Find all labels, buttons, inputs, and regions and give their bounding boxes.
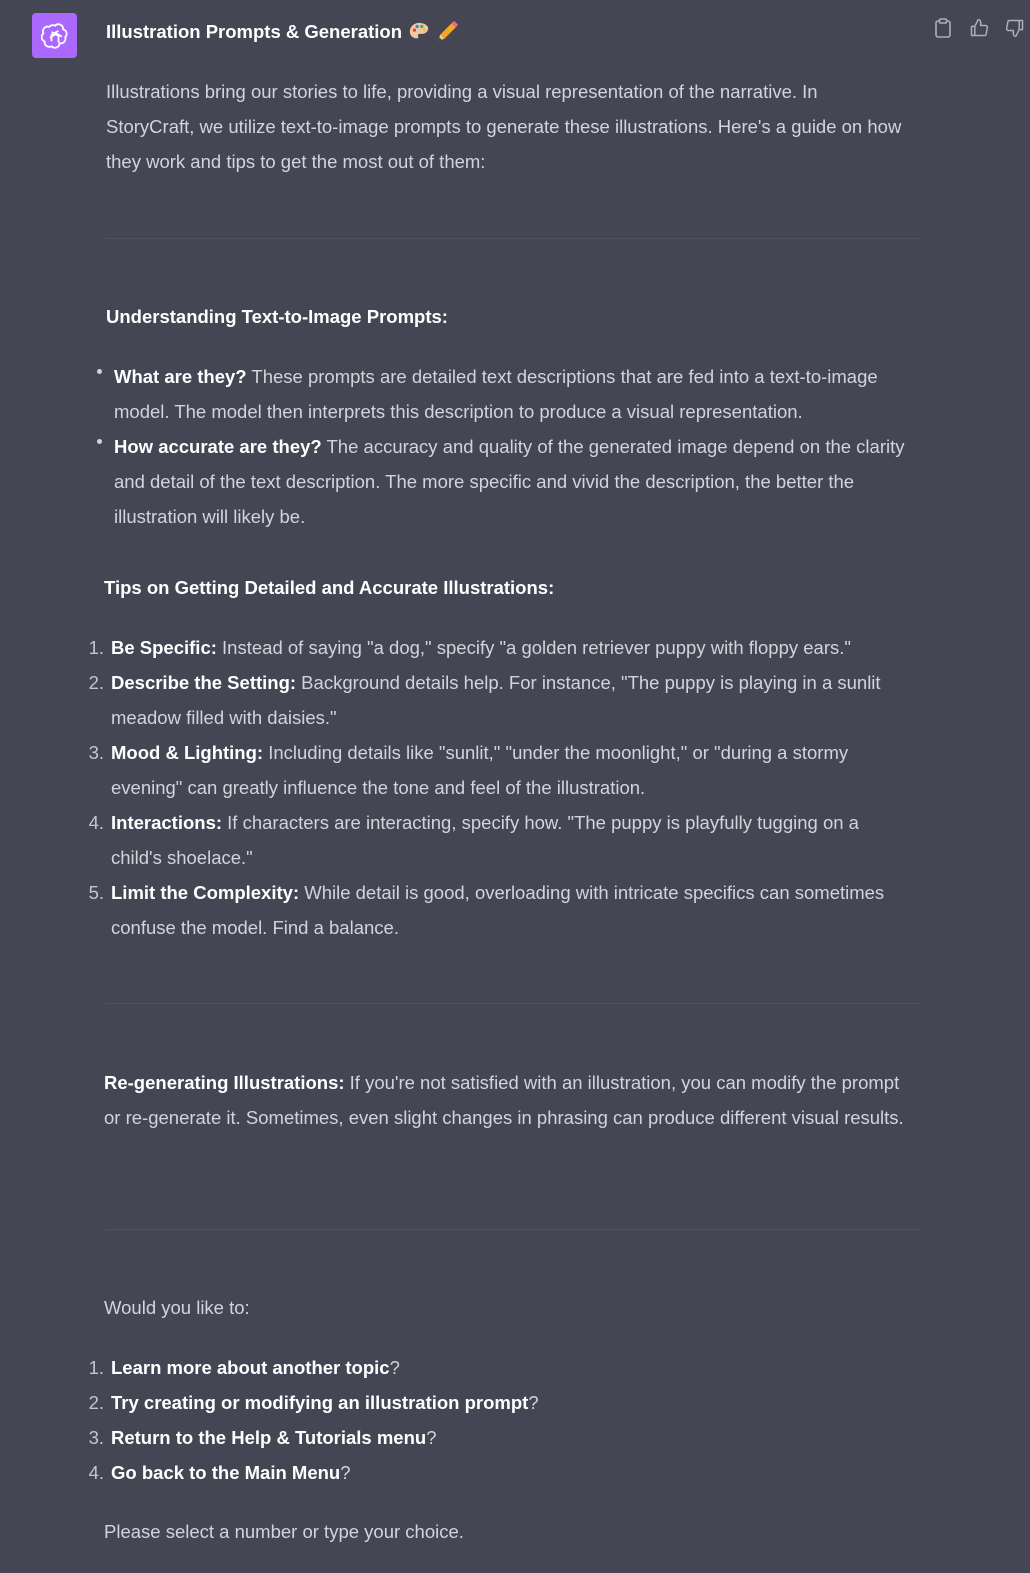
list-item: 3. Mood & Lighting: Including details like "sunlit," "under the moonlight," or "during a stormy evening" can greatly influence the tone and feel of the illustration. [88,742,849,798]
list-item: 4. Interactions: If characters are interacting, specify how. "The puppy is playfully tugging on a child's shoelace." [88,812,859,868]
assistant-avatar [32,13,77,58]
thumbs-up-icon[interactable] [968,17,990,39]
list-item: 2. Describe the Setting: Background details help. For instance, "The puppy is playing in a sunlit meadow filled with daisies." [88,672,881,728]
divider [106,238,920,239]
divider [106,1003,920,1004]
list-item: 3. Return to the Help & Tutorials menu? [88,1427,437,1448]
understanding-list [88,359,928,534]
question-text: Would you like to: [104,1297,250,1318]
tips-list [84,630,914,945]
list-item: 5. Limit the Complexity: While detail is good, overloading with intricate specifics can sometimes confuse the model. Find a balance. [88,882,885,938]
palette-emoji-icon [408,21,430,43]
message-title [106,14,458,49]
list-item: 2. Try creating or modifying an illustration prompt? [88,1392,539,1413]
title-text: Illustration Prompts & Generation [106,21,403,42]
clipboard-icon[interactable] [932,17,954,39]
list-item: What are they? These prompts are detailed text descriptions that are fed into a text-to-image model. The model then interprets this description to produce a visual representation. [88,359,928,429]
list-item: 4. Go back to the Main Menu? [88,1462,351,1483]
list-item: How accurate are they? The accuracy and quality of the generated image depend on the clarity and detail of the text description. The more specific and vivid the description, the better the illustration will likely be. [88,429,928,534]
choices-list [84,1350,914,1490]
divider [106,1229,920,1230]
closing-text: Please select a number or type your choice. [104,1521,464,1542]
openai-logo-icon [41,22,69,50]
thumbs-down-icon[interactable] [1004,17,1026,39]
tips-heading: Tips on Getting Detailed and Accurate Illustrations: [104,577,555,598]
regen-paragraph: Re-generating Illustrations: If you're not satisfied with an illustration, you can modify the prompt or re-generate it. Sometimes, even slight changes in phrasing can produce different visual results. [104,1072,904,1128]
list-item: 1. Learn more about another topic? [88,1357,400,1378]
pencil-emoji-icon [436,21,458,43]
list-item: 1. Be Specific: Instead of saying "a dog," specify "a golden retriever puppy with floppy ears." [88,637,851,658]
understanding-heading: Understanding Text-to-Image Prompts: [106,306,448,327]
message-actions [932,17,1026,39]
intro-paragraph: Illustrations bring our stories to life, providing a visual representation of the narrative. In StoryCraft, we utilize text-to-image prompts to generate these illustrations. Here's a guide on how they work and tips to get the most out of them: [106,81,902,172]
